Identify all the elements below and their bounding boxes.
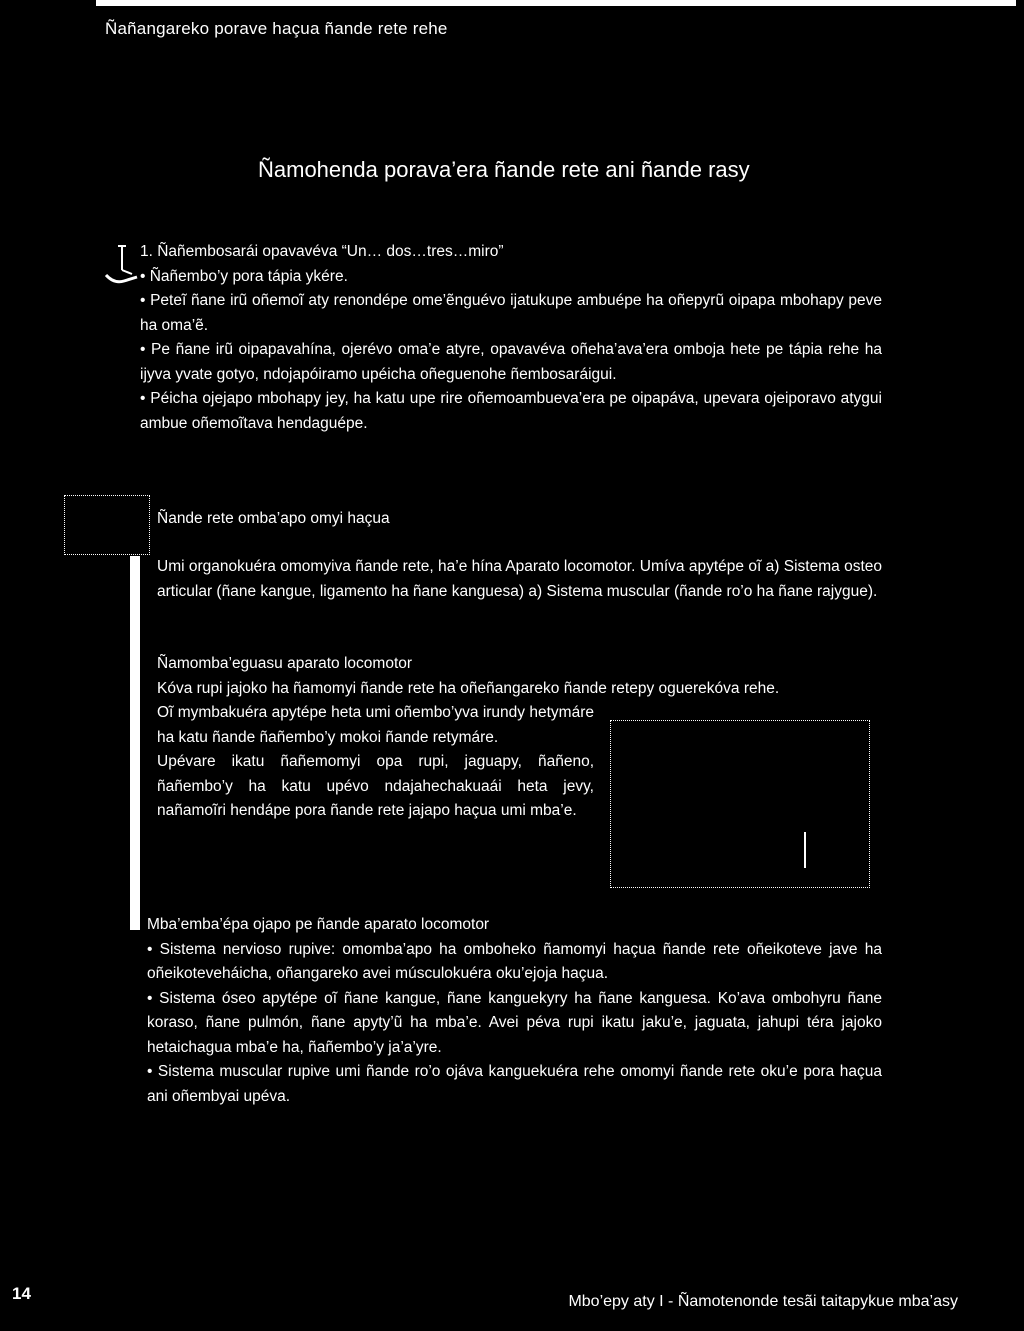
work-bullet-3: • Sistema muscular rupive umi ñande ro’o ojáva kanguekuéra rehe omomyi ñande rete oku’e pora haçua ani oñembyai upéva. [147, 1063, 882, 1105]
section-intro [157, 555, 882, 604]
care-line-1: Kóva rupi jajoko ha ñamomyi ñande rete ha oñeñangareko ñande retepy oguerekóva rehe. [157, 679, 780, 697]
top-rule [96, 0, 1016, 6]
footer-text: Mbo’epy aty I - Ñamotenonde tesãi taitapykue mba’asy [568, 1293, 958, 1310]
section-heading: Ñande rete omba’apo omyi haçua [157, 510, 390, 527]
care-line-2: Oĩ mymbakuéra apytépe heta umi oñembo’yva irundy hetymáre ha katu ñande ñañembo’y mokoi ñande retymáre. [157, 704, 594, 746]
warmup-line-2: • Ñañembo’y pora tápia ykére. [140, 267, 348, 285]
running-figure-icon [104, 240, 140, 290]
warmup-line-1: 1. Ñañembosarái opavavéva “Un… dos…tres…miro” [140, 243, 504, 260]
warmup-line-5: • Péicha ojejapo mbohapy jey, ha katu upe rire oñemoambueva’era pe oipapáva, upevara ojeiporavo atygui ambue oñemoĩtava hendaguépe. [140, 390, 882, 432]
warmup-text [140, 240, 882, 436]
sidebar-bar [130, 556, 140, 930]
care-heading: Ñamomba’eguasu aparato locomotor [157, 655, 413, 672]
page-title: Ñamohenda porava’era ñande rete ani ñande rasy [258, 157, 750, 182]
bar-mark [804, 832, 806, 868]
page-number: 14 [12, 1284, 31, 1303]
work-heading: Mba’emba’épa ojapo pe ñande aparato locomotor [147, 916, 490, 933]
work-bullet-2: • Sistema óseo apytépe oĩ ñane kangue, ñane kanguekyry ha ñane kanguesa. Ko’ava ombohyru ñane koraso, ñane pulmón, ñane apyty’ũ ha mba’e. Avei péva rupi ikatu jaku’e, jaguata, jahupi téra jajoko hetaichagua mba’e ha, ñañembo’y ja’a’yre. [147, 989, 882, 1056]
care-line-3: Upévare ikatu ñañemomyi opa rupi, jaguapy, ñañeno, ñañembo’y ha katu upévo ndajahechakuaái heta jevy, nañamoĩri hendápe pora ñande rete jajapo haçua umi mba’e. [157, 753, 594, 819]
warmup-line-4: • Pe ñane irũ oipapavahína, ojerévo oma’e atyre, opavavéva oñeha’ava’era omboja hete pe tápia rehe ha ijyva yvate gotyo, ndojapóiramo upéicha oñeguenohe ñembosaráigui. [140, 341, 882, 383]
intro-paragraph: Umi organokuéra omomyiva ñande rete, ha’e hína Aparato locomotor. Umíva apytépe oĩ a) Sistema osteo articular (ñane kangue, ligamento ha ñane kanguesa) a) Sistema muscular (ñande ro’o ha ñane rajygue). [157, 558, 882, 600]
warmup-line-3: • Peteĩ ñane irũ oñemoĩ aty renondépe ome’ẽnguévo ijatukupe ambuépe ha oñepyrũ oipapa mbohapy peve ha oma’ẽ. [140, 292, 882, 334]
work-block [147, 913, 882, 1109]
running-header: Ñañangareko porave haçua ñande rete rehe [105, 19, 448, 38]
image-placeholder-left [64, 495, 150, 555]
image-placeholder-right [610, 720, 870, 888]
work-bullet-1: • Sistema nervioso rupive: omomba’apo ha omboheko ñamomyi haçua ñande rete oñeikoteve jave ha oñeikoteveháicha, oñangareko avei músculokuéra oku’ejoja haçua. [147, 940, 882, 982]
